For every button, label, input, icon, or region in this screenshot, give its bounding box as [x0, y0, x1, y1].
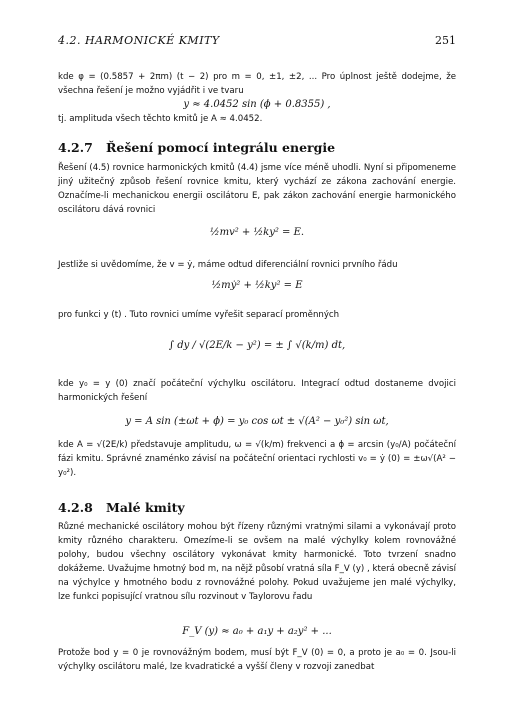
section-title: Řešení pomocí integrálu energie	[106, 140, 336, 155]
running-header	[58, 34, 456, 47]
equation-energy: ½mv² + ½ky² = E.	[209, 227, 305, 238]
paragraph-intro: kde φ = (0.5857 + 2πm) (t − 2) pro m = 0, ±1, ±2, ... Pro úplnost ještě dodejme, že všechna řešení je možno vyjádřit i ve tvaru	[58, 72, 456, 96]
paragraph-initial-displacement: kde y₀ = y (0) značí počáteční výchylku oscilátoru. Integrací odtud dostaneme dvojici harmonických řešení	[58, 379, 456, 403]
paragraph-amplitude: tj. amplituda všech těchto kmitů je A ≈ 4.0452.	[58, 114, 263, 124]
paragraph-separation: pro funkci y (t) . Tuto rovnici umíme vyřešit separací proměnných	[58, 310, 340, 320]
section-heading-energy-integral	[58, 140, 456, 155]
equation-taylor-series: F_V (y) ≈ a₀ + a₁y + a₂y² + ...	[182, 626, 332, 637]
paragraph-equilibrium: Protože bod y = 0 je rovnovážným bodem, musí být F_V (0) = 0, a proto je a₀ = 0. Jsou-li výchylky oscilátoru malé, lze kvadratické a vyšší členy v rozvoji zanedbat	[58, 648, 456, 672]
section-heading-small-oscillations	[58, 500, 456, 515]
page-number: 251	[435, 34, 456, 47]
paragraph-first-order: Jestliže si uvědomíme, že v = ẏ, máme odtud diferenciální rovnici prvního řádu	[58, 260, 398, 270]
paragraph-amplitude-frequency-phase: kde A = √(2E/k) představuje amplitudu, ω = √(k/m) frekvenci a ϕ = arcsin (y₀/A) počáteční fázi kmitu. Správné znaménko závisí na počáteční orientaci rychlosti v₀ = ẏ (0) = ±ω√(A² − y₀²).	[58, 440, 456, 478]
section-number: 4.2.8	[58, 500, 93, 515]
section-number: 4.2.7	[58, 140, 93, 155]
equation-amplitude-form: y ≈ 4.0452 sin (ϕ + 0.8355) ,	[183, 99, 331, 110]
paragraph-energy-conservation: Řešení (4.5) rovnice harmonických kmitů (4.4) jsme více méně uhodli. Nyní si připomeneme jiný užitečný způsob řešení rovnice kmitu, který vychází ze zákona zachování energie. Označíme-li mechanickou energii oscilátoru E, pak zákon zachování energie harmonického oscilátoru dává rovnici	[58, 163, 456, 215]
equation-integral: ∫ dy / √(2E/k − y²) = ± ∫ √(k/m) dt,	[168, 340, 346, 351]
equation-first-order: ½mẏ² + ½ky² = E	[211, 280, 303, 291]
paragraph-small-oscillations: Různé mechanické oscilátory mohou být řízeny různými vratnými silami a vykonávají proto kmity různého charakteru. Omezíme-li se ovšem na malé výchylky kolem rovnovážné polohy, budou všechny oscilátory vykonávat kmity harmonické. Toto tvrzení snadno dokážeme. Uvažujme hmotný bod m, na nějž působí vratná síla F_V (y) , která obecně závisí na výchylce y hmotného bodu z rovnovážné polohy. Pokud uvažujeme jen malé výchylky, lze funkci popisující vratnou sílu rozvinout v Taylorovu řadu	[58, 522, 456, 602]
section-title: Malé kmity	[106, 500, 185, 515]
header-section-title: 4.2. HARMONICKÉ KMITY	[58, 34, 220, 47]
equation-harmonic-solutions: y = A sin (±ωt + ϕ) = y₀ cos ωt ± √(A² − y₀²) sin ωt,	[125, 416, 389, 427]
